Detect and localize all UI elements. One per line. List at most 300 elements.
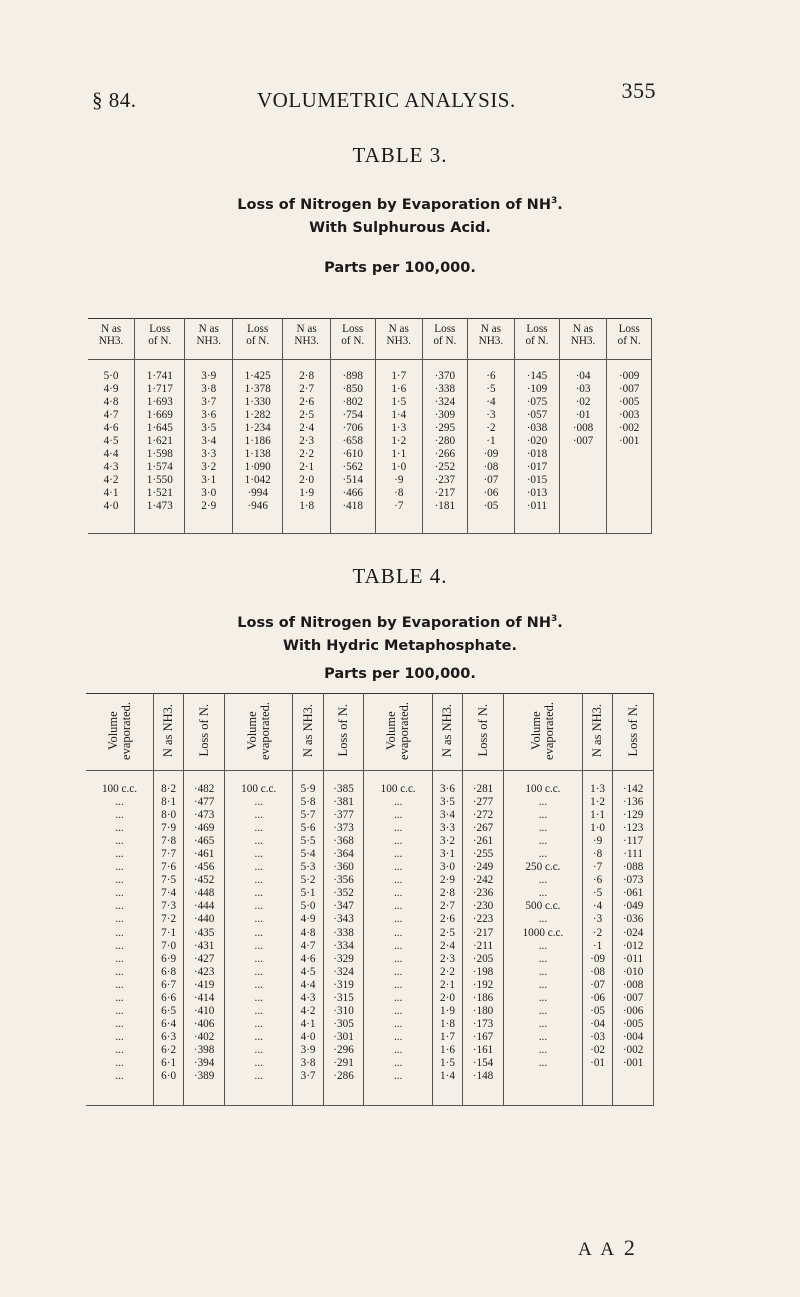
table3-column-header bbox=[607, 319, 652, 360]
table3-cell: 2·2 bbox=[283, 448, 331, 461]
table4-cell: ... bbox=[115, 835, 124, 848]
table3-cell: ·038 bbox=[515, 422, 560, 435]
table4-cell: ... bbox=[503, 1018, 582, 1031]
table4-cell: ·6 bbox=[582, 874, 612, 887]
table4-cell: ·008 bbox=[613, 979, 654, 992]
table4-cell: 3·3 bbox=[432, 822, 462, 835]
table4-cell: ·2 bbox=[582, 927, 612, 940]
table4-cell: 6·2 bbox=[154, 1044, 184, 1057]
spacer-cell bbox=[503, 1083, 582, 1106]
table4-cell: 5·1 bbox=[293, 887, 323, 900]
table4-cell: ·364 bbox=[323, 848, 364, 861]
table3-cell: ·007 bbox=[607, 383, 652, 396]
table-row bbox=[88, 383, 652, 396]
table3-cell: ·03 bbox=[559, 383, 607, 396]
table4-cell: ·230 bbox=[463, 900, 504, 913]
spacer-cell bbox=[503, 771, 582, 784]
table4-cell: ·324 bbox=[323, 966, 364, 979]
table4-cell: ·338 bbox=[323, 927, 364, 940]
table3-column-header bbox=[185, 319, 233, 360]
table4-cell: ·8 bbox=[582, 848, 612, 861]
header-line: NH3. bbox=[294, 335, 319, 347]
table4-cell: ... bbox=[115, 1017, 124, 1030]
header-line: N as bbox=[296, 323, 317, 335]
table4-cell: 2·8 bbox=[432, 887, 462, 900]
table4-cell: ·385 bbox=[323, 783, 364, 796]
table3-cell: ·05 bbox=[467, 500, 515, 513]
header-line: of N. bbox=[617, 335, 641, 347]
table3-cell: 1·7 bbox=[375, 370, 423, 383]
table4-cell: 7·3 bbox=[154, 900, 184, 913]
table4-cell: 1·9 bbox=[432, 1005, 462, 1018]
table3-cell bbox=[607, 500, 652, 513]
table4-column-header bbox=[293, 694, 323, 771]
table4-title: TABLE 4. bbox=[352, 564, 448, 588]
table4-column-header bbox=[154, 694, 184, 771]
table3-cell: 1·669 bbox=[135, 409, 185, 422]
table3-cell: 1·3 bbox=[375, 422, 423, 435]
table4-cell: ... bbox=[115, 913, 124, 926]
table4-cell: ... bbox=[225, 1018, 293, 1031]
spacer-cell bbox=[233, 513, 283, 534]
table3-column-header bbox=[375, 319, 423, 360]
table4-cell: ·217 bbox=[463, 927, 504, 940]
spacer-cell bbox=[283, 360, 331, 371]
table4-cell: 6·0 bbox=[154, 1070, 184, 1083]
header-line: of N. bbox=[341, 335, 365, 347]
spacer-cell bbox=[463, 771, 504, 784]
table4-cell: 7·5 bbox=[154, 874, 184, 887]
table4-cell: ... bbox=[364, 887, 432, 900]
table4-cell: 500 c.c. bbox=[503, 900, 582, 913]
table3-cell: ·008 bbox=[559, 422, 607, 435]
table4-cell: 5·2 bbox=[293, 874, 323, 887]
table3-cell: 4·8 bbox=[103, 396, 119, 408]
table4-cell: 5·5 bbox=[293, 835, 323, 848]
table4-cell: 7·2 bbox=[154, 913, 184, 926]
table4-cell: ·389 bbox=[184, 1070, 225, 1083]
section-number: § 84. bbox=[92, 88, 137, 112]
table4-cell: ... bbox=[364, 796, 432, 809]
table4-cell: 6·7 bbox=[154, 979, 184, 992]
table4-cell: ·286 bbox=[323, 1070, 364, 1083]
table4-cell: ·465 bbox=[184, 835, 225, 848]
table3-cell: 1·645 bbox=[135, 422, 185, 435]
table-row bbox=[86, 900, 654, 913]
table3-cell: ·181 bbox=[423, 500, 468, 513]
vertical-header-label bbox=[302, 704, 315, 757]
spacer-cell bbox=[323, 771, 364, 784]
table4-cell: ·3 bbox=[582, 913, 612, 926]
table4-cell: ·186 bbox=[463, 992, 504, 1005]
table3-column-header bbox=[559, 319, 607, 360]
table4-cell: 2·7 bbox=[432, 900, 462, 913]
table4-cell: ·315 bbox=[323, 992, 364, 1005]
table4-cell: ·9 bbox=[582, 835, 612, 848]
table4-cell: 1·4 bbox=[432, 1070, 462, 1083]
table3-cell: 3·4 bbox=[185, 435, 233, 448]
table4-cell: 100 c.c. bbox=[225, 783, 293, 796]
spacer-cell bbox=[364, 1083, 432, 1106]
header-line: evaporated. bbox=[257, 701, 272, 760]
table3-cell: 2·0 bbox=[283, 474, 331, 487]
table4-cell: ·249 bbox=[463, 861, 504, 874]
spacer-cell bbox=[463, 1083, 504, 1106]
table3-column-header bbox=[88, 319, 135, 360]
table4-cell: ... bbox=[225, 1044, 293, 1057]
table3-cell: 1·5 bbox=[375, 396, 423, 409]
table3-cell: ·020 bbox=[515, 435, 560, 448]
table4-cell: ·024 bbox=[613, 927, 654, 940]
table4-cell: 8·0 bbox=[154, 809, 184, 822]
table3-cell bbox=[559, 487, 607, 500]
table4-cell bbox=[613, 1070, 654, 1083]
table4-cell: ·414 bbox=[184, 992, 225, 1005]
table3-cell: ·08 bbox=[467, 461, 515, 474]
spacer-cell bbox=[582, 1083, 612, 1106]
spacer-cell bbox=[225, 1083, 293, 1106]
table4-cell: 250 c.c. bbox=[503, 861, 582, 874]
header-line: NH3. bbox=[478, 335, 504, 347]
table3-cell: ·04 bbox=[559, 370, 607, 383]
table3-cell: ·2 bbox=[467, 422, 515, 435]
table3-cell: 1·4 bbox=[375, 409, 423, 422]
table4-cell: 7·4 bbox=[154, 887, 184, 900]
table4-cell: ... bbox=[115, 796, 124, 809]
table4 bbox=[86, 693, 654, 1106]
table-row bbox=[86, 1031, 654, 1044]
table4-cell: ... bbox=[225, 874, 293, 887]
vertical-header-label bbox=[198, 704, 211, 756]
table-row bbox=[86, 874, 654, 887]
table4-cell: 5·4 bbox=[293, 848, 323, 861]
table3-cell: 3·0 bbox=[185, 487, 233, 500]
table3-cell: 1·090 bbox=[233, 461, 283, 474]
table4-cell: 1·7 bbox=[432, 1031, 462, 1044]
table4-cell: ·088 bbox=[613, 861, 654, 874]
spacer-cell bbox=[467, 360, 515, 371]
table4-cell: ... bbox=[503, 835, 582, 848]
table4-cell: ... bbox=[364, 940, 432, 953]
table4-cell: ·117 bbox=[613, 835, 654, 848]
spacer-cell bbox=[582, 771, 612, 784]
table4-cell: ... bbox=[225, 848, 293, 861]
spacer-cell bbox=[559, 360, 607, 371]
table3-cell: ·466 bbox=[330, 487, 375, 500]
table3 bbox=[88, 318, 652, 534]
table4-cell: ... bbox=[364, 809, 432, 822]
table4-cell: ·001 bbox=[613, 1057, 654, 1070]
table4-cell: 3·0 bbox=[432, 861, 462, 874]
table4-cell: ... bbox=[115, 939, 124, 952]
table4-cell: 1·8 bbox=[432, 1018, 462, 1031]
table3-cell: ·01 bbox=[559, 409, 607, 422]
table3-cell: ·1 bbox=[467, 435, 515, 448]
table-row bbox=[86, 940, 654, 953]
spacer-cell bbox=[135, 360, 185, 371]
table3-cell: ·075 bbox=[515, 396, 560, 409]
table4-cell: ·180 bbox=[463, 1005, 504, 1018]
table3-cell: 4·9 bbox=[103, 383, 119, 395]
table4-cell: 7·9 bbox=[154, 822, 184, 835]
table4-column-header bbox=[364, 694, 432, 771]
spacer-cell bbox=[184, 771, 225, 784]
table4-cell: ... bbox=[364, 861, 432, 874]
table4-cell: ... bbox=[225, 1005, 293, 1018]
table4-cell: ·456 bbox=[184, 861, 225, 874]
table4-cell: ... bbox=[503, 1031, 582, 1044]
table4-cell: ... bbox=[115, 809, 124, 822]
table3-cell: 1·6 bbox=[375, 383, 423, 396]
table3-cell: ·237 bbox=[423, 474, 468, 487]
table3-title: TABLE 3. bbox=[352, 143, 448, 167]
table3-cell: ·706 bbox=[330, 422, 375, 435]
table4-cell: 4·2 bbox=[293, 1005, 323, 1018]
table-row bbox=[88, 448, 652, 461]
spacer-cell bbox=[467, 513, 515, 534]
table4-cell: 6·5 bbox=[154, 1005, 184, 1018]
table3-cell: ·6 bbox=[467, 370, 515, 383]
table3-column-header bbox=[515, 319, 560, 360]
vertical-header-label bbox=[591, 704, 604, 757]
table4-cell: ... bbox=[225, 966, 293, 979]
table3-cell: 1·574 bbox=[135, 461, 185, 474]
table4-parts: Parts per 100,000. bbox=[324, 666, 476, 682]
table3-column-header bbox=[467, 319, 515, 360]
table3-cell: ·001 bbox=[607, 435, 652, 448]
table4-cell: ·347 bbox=[323, 900, 364, 913]
table4-cell: ... bbox=[115, 1043, 124, 1056]
table4-cell: 100 c.c. bbox=[101, 783, 138, 795]
table4-cell: ·281 bbox=[463, 783, 504, 796]
table4-cell: ... bbox=[364, 1031, 432, 1044]
header-line: of N. bbox=[148, 335, 172, 347]
table4-cell: ... bbox=[503, 887, 582, 900]
table4-cell: ·381 bbox=[323, 796, 364, 809]
table3-cell bbox=[607, 461, 652, 474]
table4-cell: ·377 bbox=[323, 809, 364, 822]
header-line: NH3. bbox=[196, 335, 222, 347]
table4-cell: ·435 bbox=[184, 927, 225, 940]
header-line: NH3. bbox=[570, 335, 596, 347]
table4-cell: ·444 bbox=[184, 900, 225, 913]
spacer-cell bbox=[154, 771, 184, 784]
table4-column-header bbox=[613, 694, 654, 771]
table-row bbox=[86, 1005, 654, 1018]
table-row bbox=[86, 809, 654, 822]
table3-column-header bbox=[135, 319, 185, 360]
header-line: Loss bbox=[342, 323, 364, 335]
table4-cell: 4·9 bbox=[293, 913, 323, 926]
table3-cell: ·109 bbox=[515, 383, 560, 396]
table4-cell: ... bbox=[115, 952, 124, 965]
spacer-cell bbox=[607, 360, 652, 371]
table-row bbox=[86, 992, 654, 1005]
table4-cell: 8·2 bbox=[154, 783, 184, 796]
table4-cell: 3·1 bbox=[432, 848, 462, 861]
table4-cell: 1·5 bbox=[432, 1057, 462, 1070]
table4-cell: ·004 bbox=[613, 1031, 654, 1044]
table3-cell: ·8 bbox=[375, 487, 423, 500]
table3-cell: 2·8 bbox=[283, 370, 331, 383]
table-row bbox=[86, 979, 654, 992]
table3-cell: ·295 bbox=[423, 422, 468, 435]
table4-cell: ·07 bbox=[582, 979, 612, 992]
table3-cell bbox=[559, 500, 607, 513]
table4-cell: ... bbox=[225, 927, 293, 940]
spacer-cell bbox=[88, 513, 135, 534]
table4-cell: ·272 bbox=[463, 809, 504, 822]
table4-cell: ... bbox=[225, 809, 293, 822]
header-line: N as bbox=[100, 323, 122, 335]
table4-cell: ... bbox=[364, 966, 432, 979]
table4-cell: ... bbox=[115, 1030, 124, 1043]
table4-cell: ·7 bbox=[582, 861, 612, 874]
table4-cell: ... bbox=[225, 822, 293, 835]
table4-cell: ·02 bbox=[582, 1044, 612, 1057]
table4-cell: 2·3 bbox=[432, 953, 462, 966]
table4-column-header bbox=[323, 694, 364, 771]
table3-cell: 3·1 bbox=[185, 474, 233, 487]
table4-cell: 5·8 bbox=[293, 796, 323, 809]
table4-cell: ·236 bbox=[463, 887, 504, 900]
table3-cell: ·217 bbox=[423, 487, 468, 500]
table3-column-header bbox=[283, 319, 331, 360]
table4-cell: 6·9 bbox=[154, 953, 184, 966]
table4-subtitle: Loss of Nitrogen by Evaporation of $NH^3$. bbox=[237, 614, 563, 631]
table3-cell: 1·521 bbox=[135, 487, 185, 500]
table4-column-header bbox=[184, 694, 225, 771]
table3-cell: 1·425 bbox=[233, 370, 283, 383]
table3-cell: 3·3 bbox=[185, 448, 233, 461]
table3-cell: 2·6 bbox=[283, 396, 331, 409]
vertical-header-label bbox=[477, 704, 490, 756]
table4-cell: ·09 bbox=[582, 953, 612, 966]
table-row bbox=[86, 783, 654, 796]
table3-cell: 1·234 bbox=[233, 422, 283, 435]
header-line: N as NH3. bbox=[161, 703, 176, 758]
table4-column-header bbox=[582, 694, 612, 771]
table4-cell: ·03 bbox=[582, 1031, 612, 1044]
table3-cell: 1·042 bbox=[233, 474, 283, 487]
spacer-cell bbox=[88, 360, 135, 371]
table3-cell: ·946 bbox=[233, 500, 283, 513]
table4-cell: ·301 bbox=[323, 1031, 364, 1044]
table4-cell: 7·0 bbox=[154, 940, 184, 953]
table4-cell: ... bbox=[503, 1005, 582, 1018]
table4-cell: ·006 bbox=[613, 1005, 654, 1018]
table4-cell: ·440 bbox=[184, 913, 225, 926]
table3-cell: 1·550 bbox=[135, 474, 185, 487]
spacer-cell bbox=[423, 360, 468, 371]
table4-cell: ·08 bbox=[582, 966, 612, 979]
spacer-cell bbox=[432, 771, 462, 784]
table4-cell: ·291 bbox=[323, 1057, 364, 1070]
table4-cell: 2·0 bbox=[432, 992, 462, 1005]
table-row bbox=[86, 1057, 654, 1070]
table4-cell: ·049 bbox=[613, 900, 654, 913]
header-line: Loss of N. bbox=[196, 704, 211, 757]
table3-cell: 1·621 bbox=[135, 435, 185, 448]
bottom-row bbox=[86, 1083, 654, 1106]
table-row bbox=[86, 953, 654, 966]
table4-cell: ·329 bbox=[323, 953, 364, 966]
table3-cell: 2·9 bbox=[185, 500, 233, 513]
table3-cell: ·07 bbox=[467, 474, 515, 487]
table4-cell: 2·5 bbox=[432, 927, 462, 940]
table3-cell: ·850 bbox=[330, 383, 375, 396]
table3-cell: 2·1 bbox=[283, 461, 331, 474]
table3-cell bbox=[559, 448, 607, 461]
table4-cell: ... bbox=[225, 953, 293, 966]
table3-cell: ·324 bbox=[423, 396, 468, 409]
table4-cell: ... bbox=[503, 796, 582, 809]
table4-cell: 3·5 bbox=[432, 796, 462, 809]
table4-cell: ·402 bbox=[184, 1031, 225, 1044]
table3-cell: 3·5 bbox=[185, 422, 233, 435]
table4-cell: ·154 bbox=[463, 1057, 504, 1070]
table-row bbox=[86, 887, 654, 900]
table4-cell: ... bbox=[364, 927, 432, 940]
table4-cell: ·012 bbox=[613, 940, 654, 953]
spacer-cell bbox=[86, 771, 154, 784]
table4-cell: 4·7 bbox=[293, 940, 323, 953]
table3-cell bbox=[559, 474, 607, 487]
header-line: Volume bbox=[244, 711, 259, 750]
table4-cell: ... bbox=[503, 848, 582, 861]
table3-cell: ·011 bbox=[515, 500, 560, 513]
table4-cell: ·431 bbox=[184, 940, 225, 953]
header-line: of N. bbox=[433, 335, 457, 347]
table4-cell: ·211 bbox=[463, 940, 504, 953]
table4-cell: 2·6 bbox=[432, 913, 462, 926]
table4-cell: ·310 bbox=[323, 1005, 364, 1018]
header-line: NH3. bbox=[98, 335, 124, 347]
spacer-cell bbox=[323, 1083, 364, 1106]
table4-cell: ... bbox=[225, 979, 293, 992]
spacer-cell bbox=[515, 360, 560, 371]
header-line: N as bbox=[388, 323, 409, 335]
table4-cell: ... bbox=[364, 992, 432, 1005]
table4-cell: ... bbox=[225, 1057, 293, 1070]
table4-cell: ... bbox=[503, 966, 582, 979]
table4-cell: ·205 bbox=[463, 953, 504, 966]
table-row bbox=[86, 822, 654, 835]
table4-cell bbox=[503, 1070, 582, 1083]
table4-cell: ·123 bbox=[613, 822, 654, 835]
table3-cell: 1·330 bbox=[233, 396, 283, 409]
table3-cell: 4·0 bbox=[103, 500, 119, 512]
table3-cell: 2·3 bbox=[283, 435, 331, 448]
table4-cell: ... bbox=[364, 1070, 432, 1083]
table4-cell: 4·4 bbox=[293, 979, 323, 992]
vertical-header-label bbox=[246, 702, 272, 760]
table4-cell: ·427 bbox=[184, 953, 225, 966]
table-row bbox=[86, 835, 654, 848]
table3-cell: ·309 bbox=[423, 409, 468, 422]
table3-cell bbox=[607, 474, 652, 487]
table4-cell: ... bbox=[225, 1070, 293, 1083]
spacer-cell bbox=[293, 771, 323, 784]
table3-cell: ·418 bbox=[330, 500, 375, 513]
table-row bbox=[86, 927, 654, 940]
spacer-cell bbox=[283, 513, 331, 534]
table4-cell: ·448 bbox=[184, 887, 225, 900]
table4-cell: ·334 bbox=[323, 940, 364, 953]
running-title: VOLUMETRIC ANALYSIS. bbox=[257, 88, 516, 112]
header-line: evaporated. bbox=[397, 701, 412, 760]
table4-cell: ·5 bbox=[582, 887, 612, 900]
